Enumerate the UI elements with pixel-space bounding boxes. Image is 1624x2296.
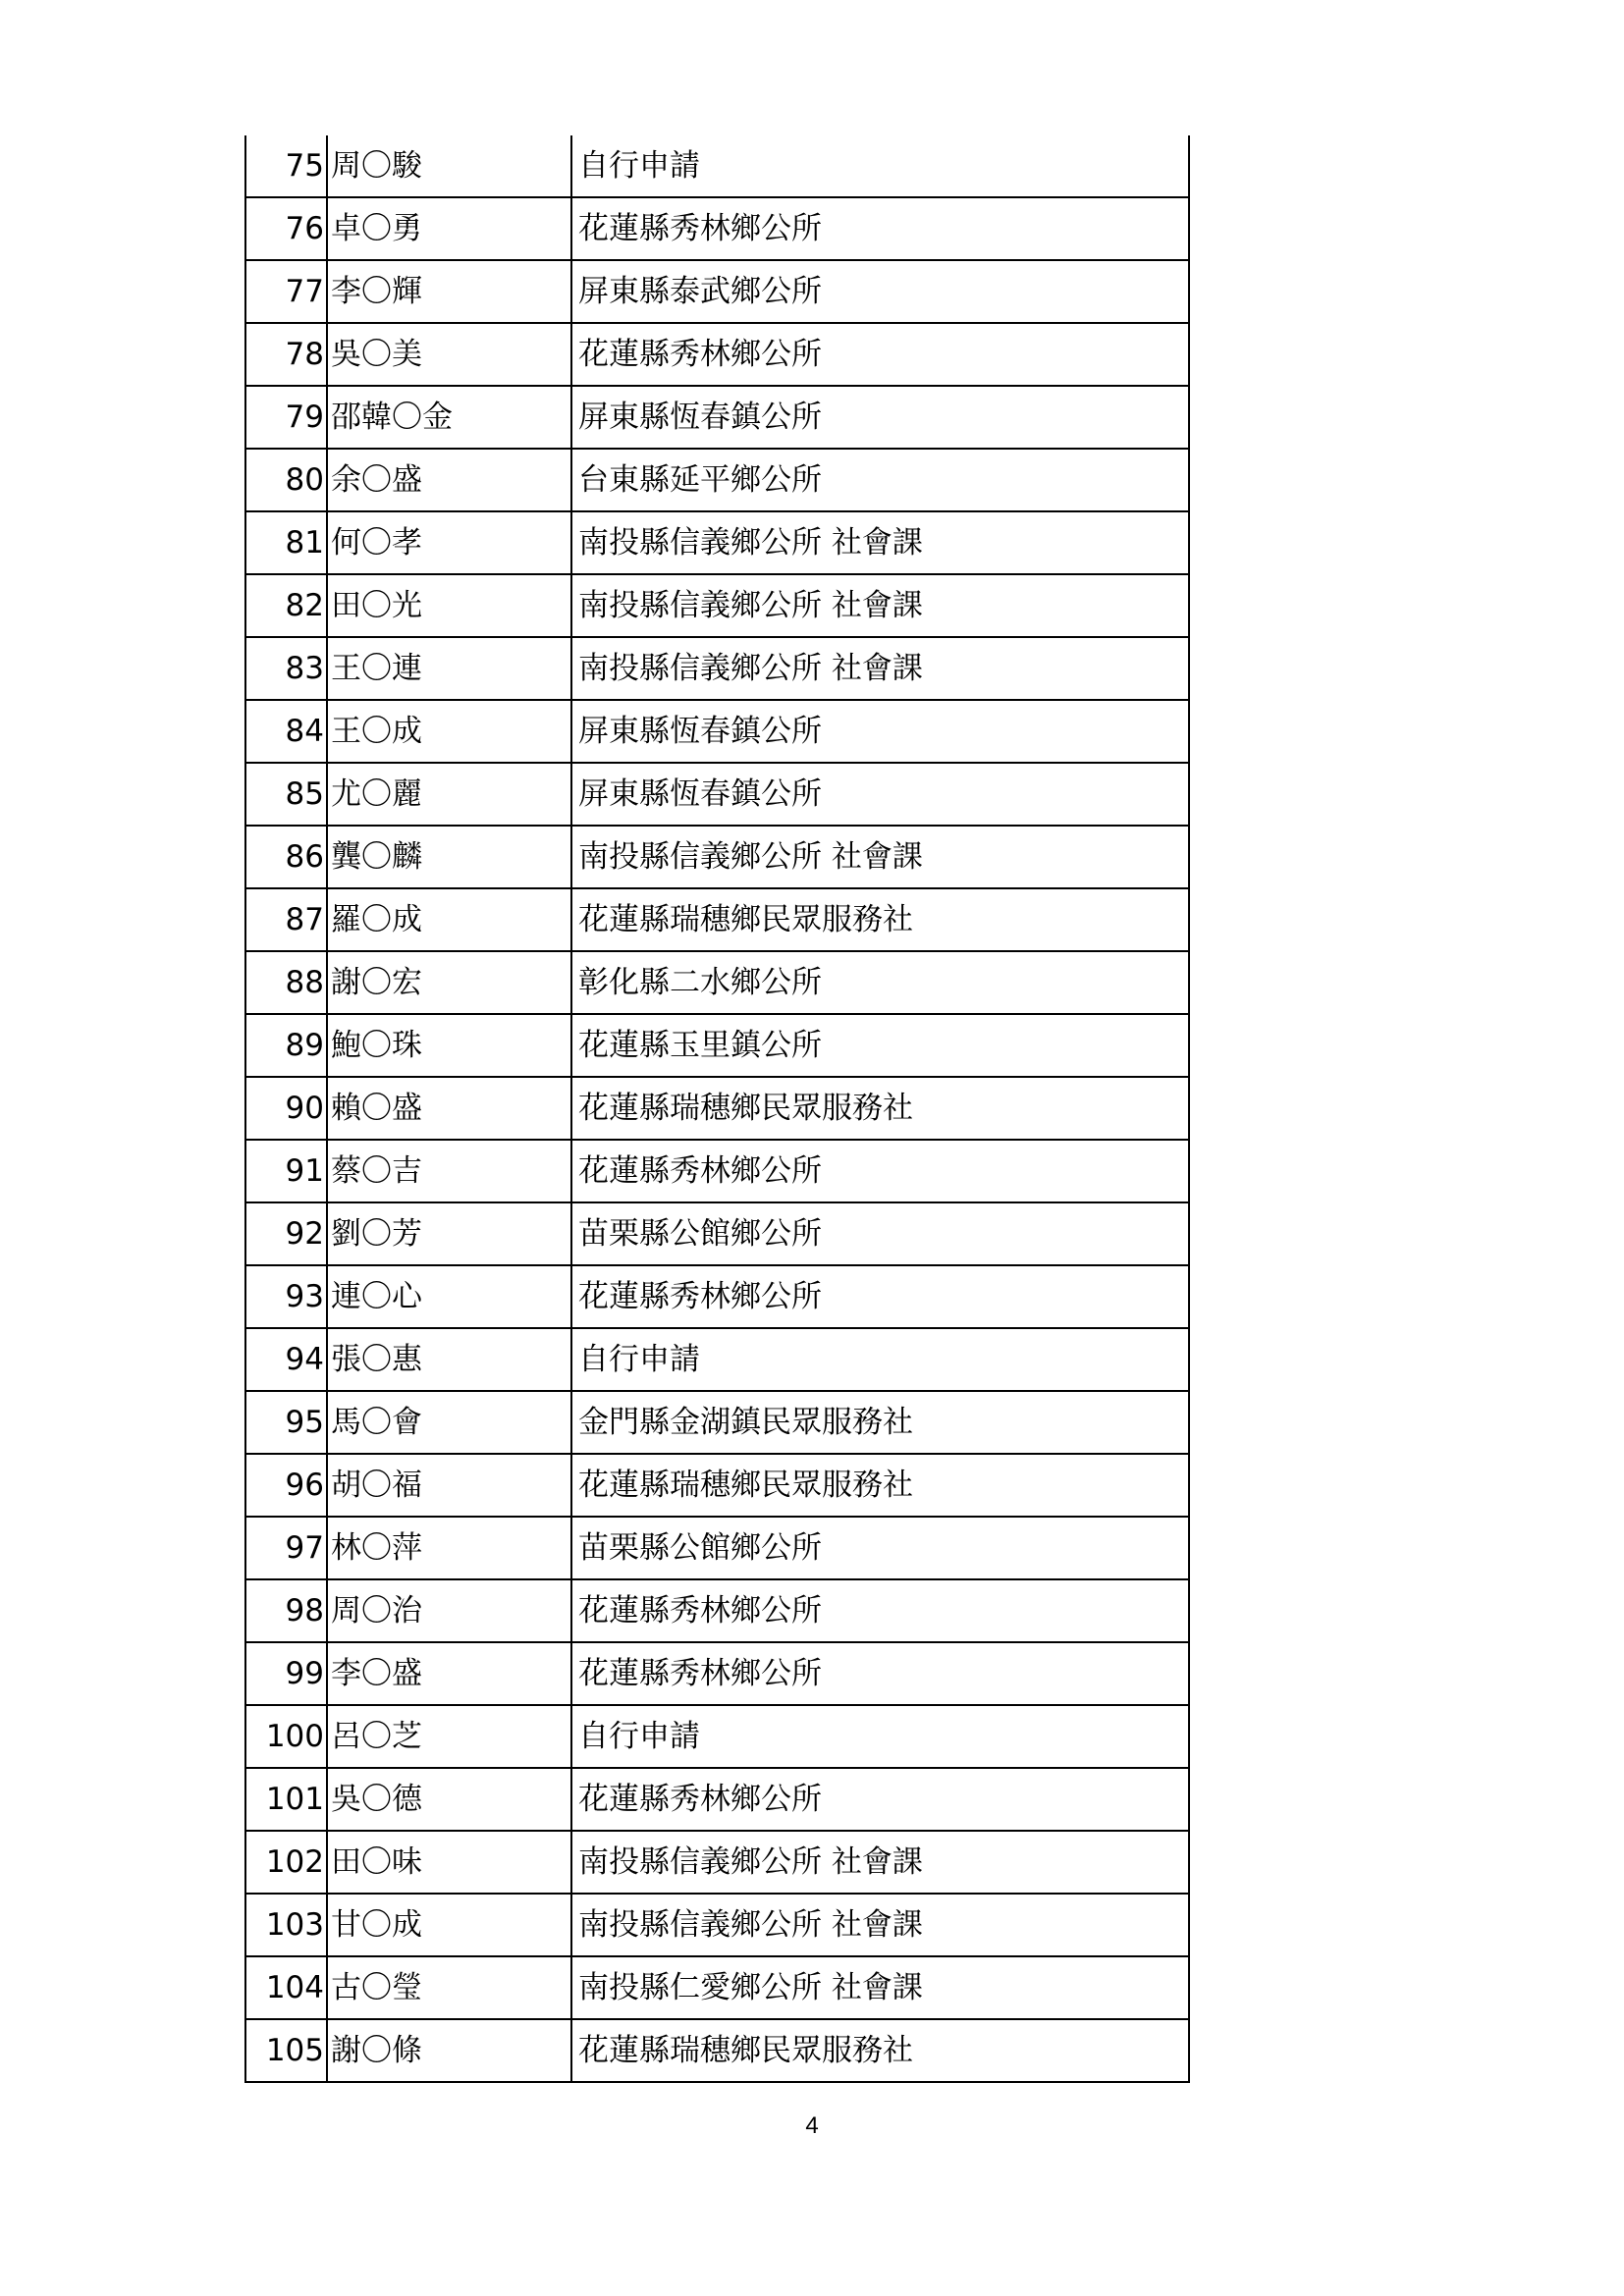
name-cell: 龔〇麟 xyxy=(327,826,571,888)
name-cell: 周〇駿 xyxy=(327,135,571,197)
name-cell: 鮑〇珠 xyxy=(327,1014,571,1077)
table-row xyxy=(245,1328,1189,1391)
name-cell: 余〇盛 xyxy=(327,449,571,511)
table-row xyxy=(245,888,1189,951)
table-row xyxy=(245,1140,1189,1202)
name-cell: 邵韓〇金 xyxy=(327,386,571,449)
table-row xyxy=(245,1202,1189,1265)
table-row xyxy=(245,1265,1189,1328)
name-cell: 林〇萍 xyxy=(327,1517,571,1579)
organization-cell: 自行申請 xyxy=(571,1705,1189,1768)
organization-cell: 南投縣信義鄉公所 社會課 xyxy=(571,826,1189,888)
row-number-cell: 86 xyxy=(245,826,327,888)
organization-cell: 花蓮縣秀林鄉公所 xyxy=(571,1642,1189,1705)
name-cell: 謝〇條 xyxy=(327,2019,571,2082)
table-row xyxy=(245,1391,1189,1454)
table-row xyxy=(245,449,1189,511)
table-row xyxy=(245,197,1189,260)
organization-cell: 自行申請 xyxy=(571,135,1189,197)
name-cell: 吳〇美 xyxy=(327,323,571,386)
row-number-cell: 78 xyxy=(245,323,327,386)
table-row xyxy=(245,826,1189,888)
organization-cell: 自行申請 xyxy=(571,1328,1189,1391)
organization-cell: 苗栗縣公館鄉公所 xyxy=(571,1517,1189,1579)
table-row xyxy=(245,1705,1189,1768)
table-row xyxy=(245,1831,1189,1894)
table-row xyxy=(245,1579,1189,1642)
row-number-cell: 81 xyxy=(245,511,327,574)
row-number-cell: 87 xyxy=(245,888,327,951)
organization-cell: 花蓮縣秀林鄉公所 xyxy=(571,1579,1189,1642)
row-number-cell: 90 xyxy=(245,1077,327,1140)
name-cell: 馬〇會 xyxy=(327,1391,571,1454)
name-cell: 周〇治 xyxy=(327,1579,571,1642)
organization-cell: 南投縣信義鄉公所 社會課 xyxy=(571,511,1189,574)
organization-cell: 屏東縣恆春鎮公所 xyxy=(571,700,1189,763)
table-row xyxy=(245,135,1189,197)
table-row xyxy=(245,1768,1189,1831)
organization-cell: 屏東縣泰武鄉公所 xyxy=(571,260,1189,323)
organization-cell: 南投縣信義鄉公所 社會課 xyxy=(571,637,1189,700)
row-number-cell: 80 xyxy=(245,449,327,511)
row-number-cell: 75 xyxy=(245,135,327,197)
row-number-cell: 93 xyxy=(245,1265,327,1328)
row-number-cell: 79 xyxy=(245,386,327,449)
table-row xyxy=(245,511,1189,574)
table-row xyxy=(245,323,1189,386)
row-number-cell: 89 xyxy=(245,1014,327,1077)
organization-cell: 彰化縣二水鄉公所 xyxy=(571,951,1189,1014)
roster-table-body xyxy=(245,135,1189,2082)
table-row xyxy=(245,574,1189,637)
name-cell: 卓〇勇 xyxy=(327,197,571,260)
table-row xyxy=(245,1642,1189,1705)
name-cell: 尤〇麗 xyxy=(327,763,571,826)
table-row xyxy=(245,1894,1189,1956)
row-number-cell: 103 xyxy=(245,1894,327,1956)
name-cell: 古〇瑩 xyxy=(327,1956,571,2019)
organization-cell: 南投縣仁愛鄉公所 社會課 xyxy=(571,1956,1189,2019)
organization-cell: 花蓮縣秀林鄉公所 xyxy=(571,197,1189,260)
name-cell: 何〇孝 xyxy=(327,511,571,574)
name-cell: 蔡〇吉 xyxy=(327,1140,571,1202)
row-number-cell: 104 xyxy=(245,1956,327,2019)
name-cell: 張〇惠 xyxy=(327,1328,571,1391)
organization-cell: 苗栗縣公館鄉公所 xyxy=(571,1202,1189,1265)
table-row xyxy=(245,1014,1189,1077)
row-number-cell: 92 xyxy=(245,1202,327,1265)
name-cell: 胡〇福 xyxy=(327,1454,571,1517)
name-cell: 謝〇宏 xyxy=(327,951,571,1014)
roster-table xyxy=(244,135,1190,2083)
table-row xyxy=(245,2019,1189,2082)
row-number-cell: 88 xyxy=(245,951,327,1014)
row-number-cell: 102 xyxy=(245,1831,327,1894)
row-number-cell: 105 xyxy=(245,2019,327,2082)
row-number-cell: 82 xyxy=(245,574,327,637)
row-number-cell: 100 xyxy=(245,1705,327,1768)
organization-cell: 花蓮縣秀林鄉公所 xyxy=(571,323,1189,386)
name-cell: 王〇成 xyxy=(327,700,571,763)
row-number-cell: 96 xyxy=(245,1454,327,1517)
organization-cell: 南投縣信義鄉公所 社會課 xyxy=(571,1831,1189,1894)
organization-cell: 花蓮縣瑞穗鄉民眾服務社 xyxy=(571,1077,1189,1140)
organization-cell: 屏東縣恆春鎮公所 xyxy=(571,386,1189,449)
row-number-cell: 97 xyxy=(245,1517,327,1579)
organization-cell: 花蓮縣瑞穗鄉民眾服務社 xyxy=(571,1454,1189,1517)
row-number-cell: 95 xyxy=(245,1391,327,1454)
name-cell: 呂〇芝 xyxy=(327,1705,571,1768)
name-cell: 羅〇成 xyxy=(327,888,571,951)
organization-cell: 花蓮縣秀林鄉公所 xyxy=(571,1768,1189,1831)
table-row xyxy=(245,1454,1189,1517)
row-number-cell: 85 xyxy=(245,763,327,826)
name-cell: 吳〇德 xyxy=(327,1768,571,1831)
name-cell: 連〇心 xyxy=(327,1265,571,1328)
organization-cell: 花蓮縣瑞穗鄉民眾服務社 xyxy=(571,888,1189,951)
row-number-cell: 91 xyxy=(245,1140,327,1202)
row-number-cell: 83 xyxy=(245,637,327,700)
organization-cell: 南投縣信義鄉公所 社會課 xyxy=(571,1894,1189,1956)
organization-cell: 花蓮縣瑞穗鄉民眾服務社 xyxy=(571,2019,1189,2082)
name-cell: 田〇味 xyxy=(327,1831,571,1894)
table-row xyxy=(245,763,1189,826)
organization-cell: 屏東縣恆春鎮公所 xyxy=(571,763,1189,826)
organization-cell: 花蓮縣秀林鄉公所 xyxy=(571,1265,1189,1328)
table-row xyxy=(245,637,1189,700)
table-row xyxy=(245,260,1189,323)
organization-cell: 花蓮縣秀林鄉公所 xyxy=(571,1140,1189,1202)
name-cell: 田〇光 xyxy=(327,574,571,637)
organization-cell: 台東縣延平鄉公所 xyxy=(571,449,1189,511)
table-row xyxy=(245,1517,1189,1579)
organization-cell: 南投縣信義鄉公所 社會課 xyxy=(571,574,1189,637)
row-number-cell: 94 xyxy=(245,1328,327,1391)
page-number: 4 xyxy=(805,2112,819,2139)
row-number-cell: 98 xyxy=(245,1579,327,1642)
row-number-cell: 101 xyxy=(245,1768,327,1831)
name-cell: 李〇盛 xyxy=(327,1642,571,1705)
name-cell: 甘〇成 xyxy=(327,1894,571,1956)
name-cell: 王〇連 xyxy=(327,637,571,700)
name-cell: 賴〇盛 xyxy=(327,1077,571,1140)
row-number-cell: 76 xyxy=(245,197,327,260)
table-row xyxy=(245,386,1189,449)
organization-cell: 花蓮縣玉里鎮公所 xyxy=(571,1014,1189,1077)
table-row xyxy=(245,1077,1189,1140)
name-cell: 劉〇芳 xyxy=(327,1202,571,1265)
table-row xyxy=(245,1956,1189,2019)
table-row xyxy=(245,951,1189,1014)
name-cell: 李〇輝 xyxy=(327,260,571,323)
row-number-cell: 99 xyxy=(245,1642,327,1705)
row-number-cell: 77 xyxy=(245,260,327,323)
table-row xyxy=(245,700,1189,763)
organization-cell: 金門縣金湖鎮民眾服務社 xyxy=(571,1391,1189,1454)
row-number-cell: 84 xyxy=(245,700,327,763)
